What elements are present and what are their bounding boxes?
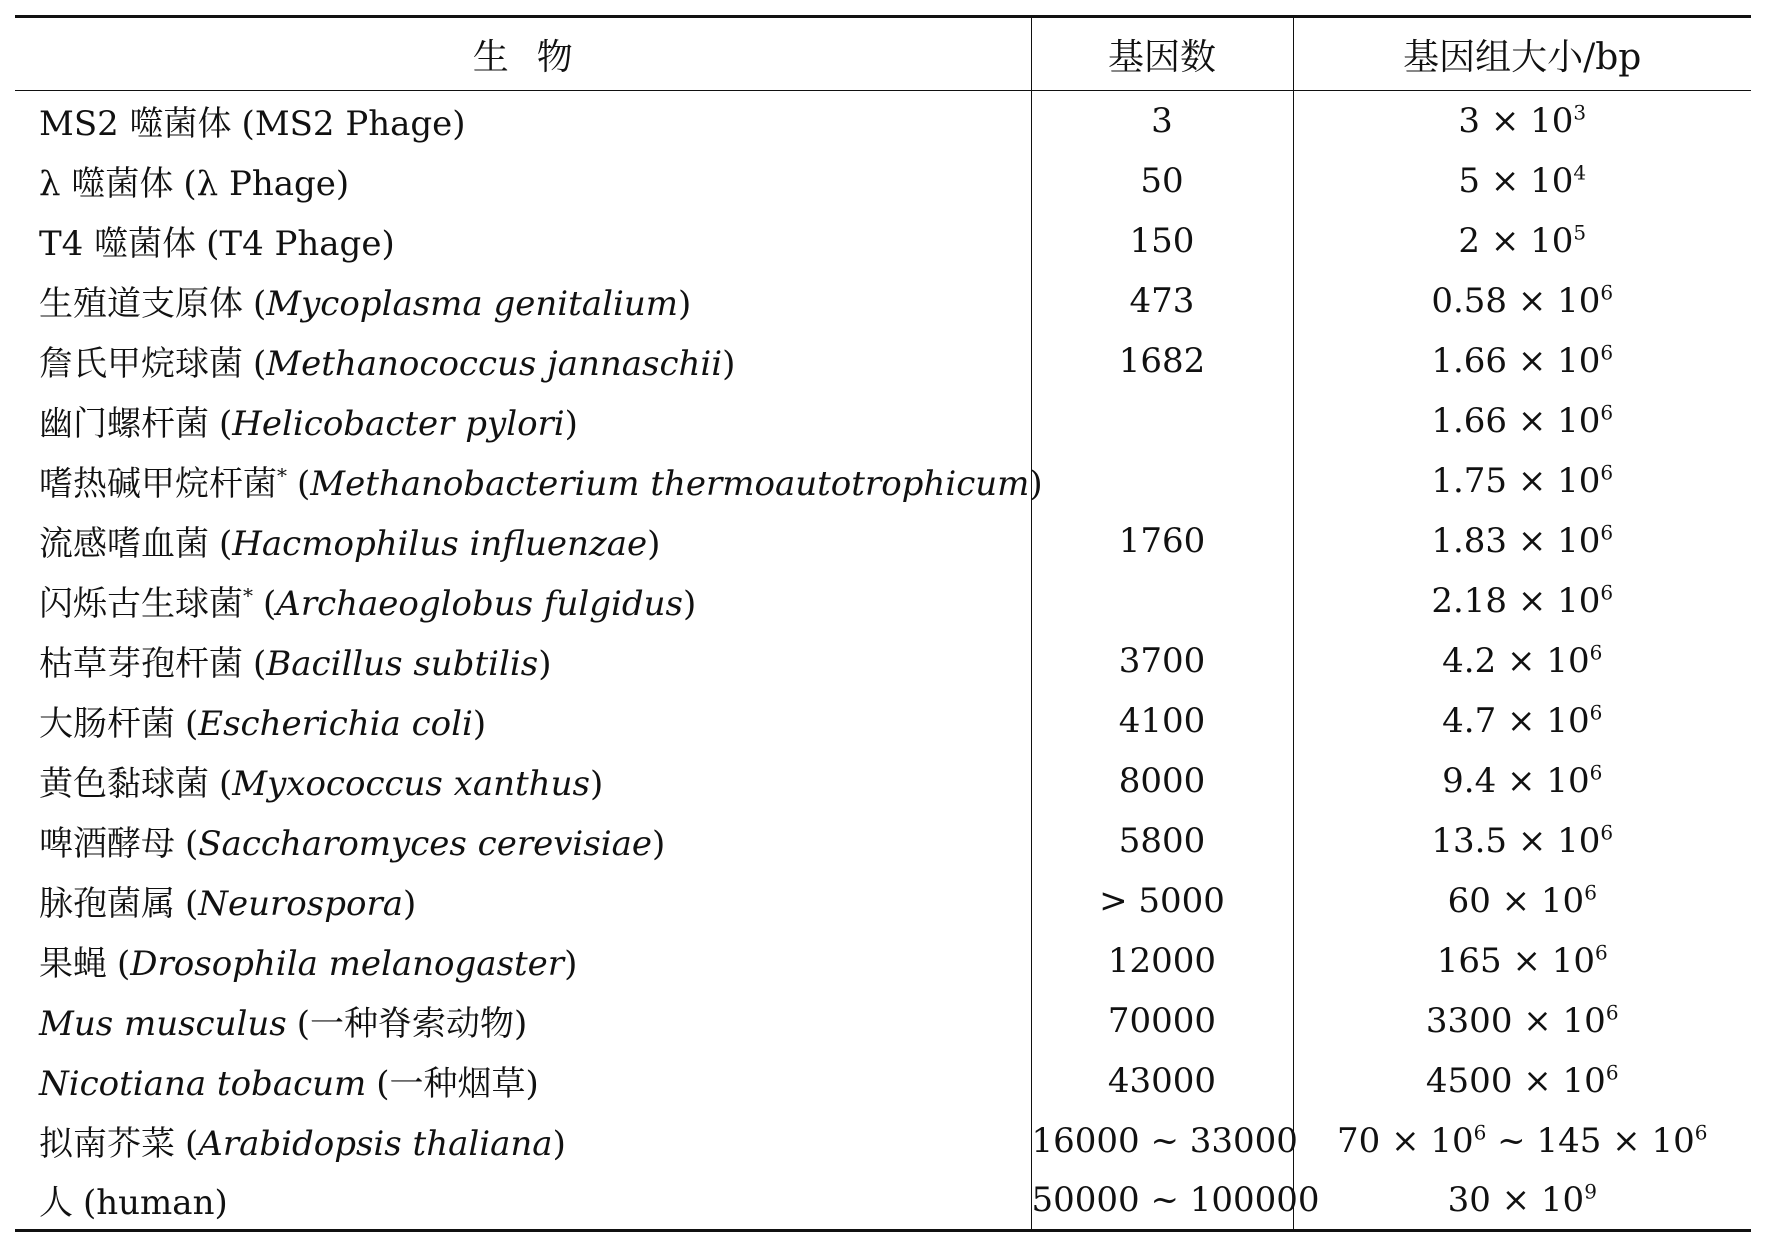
genome-size-mantissa: 9.4 × 10 — [1442, 760, 1590, 801]
organism-name: 脉孢菌属 — [39, 884, 175, 924]
organism-cell — [15, 331, 1031, 391]
scientific-name: Neurospora — [198, 884, 403, 924]
organism-alt-name: (Myxococcus xanthus) — [219, 764, 604, 804]
gene-count-cell: 1760 — [1031, 511, 1293, 571]
organism-cell — [15, 91, 1031, 151]
organism-name: 枯草芽孢杆菌 — [39, 644, 243, 684]
organism-cell — [15, 931, 1031, 991]
genome-size-cell — [1293, 811, 1751, 871]
genome-size-exponent: 5 — [1573, 220, 1587, 245]
table-row — [15, 1051, 1751, 1111]
genome-size-cell — [1293, 751, 1751, 811]
genome-size-exponent-upper: 6 — [1694, 1120, 1708, 1145]
table-row — [15, 271, 1751, 331]
scientific-name: Arabidopsis thaliana — [198, 1124, 553, 1164]
scientific-name: Escherichia coli — [198, 704, 473, 744]
organism-alt-name: (Hacmophilus influenzae) — [219, 524, 661, 564]
genome-size-exponent: 6 — [1600, 820, 1614, 845]
organism-name: MS2 噬菌体 — [39, 104, 232, 145]
organism-name: 大肠杆菌 — [39, 704, 175, 744]
genome-size-cell — [1293, 1051, 1751, 1111]
organism-name: 嗜热碱甲烷杆菌 — [39, 464, 277, 504]
scientific-name: Saccharomyces cerevisiae — [198, 824, 653, 864]
organism-cell — [15, 691, 1031, 751]
table-row — [15, 691, 1751, 751]
scientific-name: Methanobacterium thermoautotrophicum — [310, 464, 1030, 504]
genome-size-exponent: 6 — [1584, 880, 1597, 905]
organism-cell — [15, 991, 1031, 1051]
organism-name: 人 — [39, 1183, 73, 1224]
genome-size-mantissa: 1.75 × 10 — [1431, 460, 1601, 501]
gene-count-cell: > 5000 — [1031, 871, 1293, 931]
organism-cell — [15, 391, 1031, 451]
organism-alt-name: (Drosophila melanogaster) — [117, 944, 578, 984]
genome-size-cell — [1293, 271, 1751, 331]
genome-size-exponent: 6 — [1605, 1060, 1619, 1085]
gene-count-cell — [1031, 451, 1293, 511]
organism-name: Mus musculus — [39, 1004, 287, 1044]
organism-alt-name: (一种脊索动物) — [296, 1004, 528, 1044]
genome-size-exponent: 6 — [1600, 460, 1614, 485]
genome-size-mantissa: 165 × 10 — [1436, 940, 1596, 981]
genome-size-exponent: 6 — [1600, 400, 1614, 425]
organism-alt-name: (Arabidopsis thaliana) — [185, 1124, 566, 1164]
header-gene-count: 基因数 — [1031, 17, 1293, 91]
genome-size-mantissa: 1.66 × 10 — [1431, 340, 1601, 381]
organism-alt-name: (Helicobacter pylori) — [219, 404, 578, 444]
gene-count-cell: 8000 — [1031, 751, 1293, 811]
genome-size-mantissa: 60 × 10 — [1447, 880, 1585, 921]
header-organism: 生物 — [15, 17, 1031, 91]
organism-cell — [15, 871, 1031, 931]
genome-size-cell — [1293, 1171, 1751, 1231]
table-row — [15, 391, 1751, 451]
table-row — [15, 451, 1751, 511]
scientific-name: Drosophila melanogaster — [130, 944, 565, 984]
genome-size-exponent: 6 — [1589, 700, 1603, 725]
genome-size-mantissa: 2 × 10 — [1458, 220, 1574, 261]
genome-size-cell — [1293, 211, 1751, 271]
genome-size-mantissa: 4500 × 10 — [1425, 1060, 1606, 1101]
organism-alt-name: (Methanococcus jannaschii) — [253, 344, 736, 384]
organism-name: 啤酒酵母 — [39, 824, 175, 864]
scientific-name: Mycoplasma genitalium — [266, 284, 678, 324]
genome-size-table — [15, 15, 1751, 1232]
gene-count-cell: 4100 — [1031, 691, 1293, 751]
organism-alt-name: (Saccharomyces cerevisiae) — [185, 824, 666, 864]
organism-alt-name: (Archaeoglobus fulgidus) — [263, 584, 697, 624]
gene-count-cell: 70000 — [1031, 991, 1293, 1051]
genome-size-exponent: 6 — [1600, 520, 1614, 545]
genome-size-cell — [1293, 1111, 1751, 1171]
organism-alt-name: (Bacillus subtilis) — [253, 644, 552, 684]
gene-count-cell: 5800 — [1031, 811, 1293, 871]
organism-cell — [15, 751, 1031, 811]
organism-cell — [15, 1171, 1031, 1231]
organism-alt-name: (human) — [83, 1183, 228, 1224]
organism-alt-name: (Escherichia coli) — [185, 704, 487, 744]
genome-size-mantissa: 3300 × 10 — [1425, 1000, 1606, 1041]
genome-size-exponent: 6 — [1589, 760, 1603, 785]
gene-count-cell: 43000 — [1031, 1051, 1293, 1111]
organism-cell — [15, 1111, 1031, 1171]
scientific-name: 一种烟草 — [389, 1064, 526, 1104]
genome-size-cell — [1293, 511, 1751, 571]
scientific-name: MS2 Phage — [254, 104, 453, 145]
header-genome-size: 基因组大小/bp — [1293, 17, 1751, 91]
genome-size-cell — [1293, 331, 1751, 391]
genome-size-cell — [1293, 931, 1751, 991]
organism-name: 幽门螺杆菌 — [39, 404, 209, 444]
genome-size-exponent: 6 — [1589, 640, 1603, 665]
genome-size-mantissa: 4.7 × 10 — [1442, 700, 1590, 741]
organism-alt-name: (MS2 Phage) — [241, 104, 466, 145]
gene-count-cell: 12000 — [1031, 931, 1293, 991]
gene-count-cell: 473 — [1031, 271, 1293, 331]
organism-name: 詹氏甲烷球菌 — [39, 344, 243, 384]
table-row — [15, 211, 1751, 271]
organism-name: 闪烁古生球菌 — [39, 584, 243, 624]
scientific-name: T4 Phage — [219, 224, 382, 264]
organism-cell — [15, 811, 1031, 871]
table-row — [15, 751, 1751, 811]
genome-size-mantissa: 2.18 × 10 — [1431, 580, 1601, 621]
genome-size-exponent: 3 — [1573, 100, 1587, 125]
organism-alt-name: (T4 Phage) — [206, 224, 395, 264]
genome-size-exponent: 9 — [1584, 1179, 1597, 1204]
organism-name: λ 噬菌体 — [39, 164, 174, 204]
organism-name: Nicotiana tobacum — [39, 1064, 367, 1104]
genome-size-cell — [1293, 631, 1751, 691]
organism-cell — [15, 151, 1031, 211]
organism-cell — [15, 211, 1031, 271]
genome-size-exponent: 6 — [1473, 1120, 1487, 1145]
table-row — [15, 1111, 1751, 1171]
table-row — [15, 931, 1751, 991]
scientific-name: Myxococcus xanthus — [232, 764, 590, 804]
genome-size-mantissa-upper: ~ 145 × 10 — [1486, 1120, 1695, 1161]
gene-count-cell: 3 — [1031, 91, 1293, 151]
organism-alt-name: (Methanobacterium thermoautotrophicum) — [297, 464, 1043, 504]
scientific-name: Archaeoglobus fulgidus — [276, 584, 684, 624]
table-row — [15, 1171, 1751, 1231]
genome-table-container — [15, 15, 1751, 1232]
organism-name: T4 噬菌体 — [39, 224, 197, 264]
header-row — [15, 17, 1751, 91]
genome-size-mantissa: 1.66 × 10 — [1431, 400, 1601, 441]
scientific-name: Helicobacter pylori — [232, 404, 565, 444]
table-row — [15, 811, 1751, 871]
genome-size-mantissa: 3 × 10 — [1458, 100, 1574, 141]
genome-size-mantissa: 13.5 × 10 — [1431, 820, 1601, 861]
gene-count-cell: 1682 — [1031, 331, 1293, 391]
organism-alt-name: (Neurospora) — [185, 884, 417, 924]
organism-cell — [15, 1051, 1031, 1111]
scientific-name: Methanococcus jannaschii — [266, 344, 723, 384]
gene-count-cell: 16000 ~ 33000 — [1031, 1111, 1293, 1171]
scientific-name: Hacmophilus influenzae — [232, 524, 648, 564]
organism-name: 流感嗜血菌 — [39, 524, 209, 564]
genome-size-exponent: 6 — [1600, 280, 1614, 305]
genome-size-cell — [1293, 691, 1751, 751]
gene-count-cell — [1031, 391, 1293, 451]
table-row — [15, 571, 1751, 631]
genome-size-cell — [1293, 391, 1751, 451]
table-row — [15, 871, 1751, 931]
genome-size-mantissa: 70 × 10 — [1337, 1120, 1474, 1161]
genome-size-cell — [1293, 451, 1751, 511]
scientific-name: 一种脊索动物 — [309, 1004, 514, 1044]
organism-name: 拟南芥菜 — [39, 1124, 175, 1164]
gene-count-cell: 3700 — [1031, 631, 1293, 691]
organism-name: 生殖道支原体 — [39, 284, 243, 324]
scientific-name: human — [96, 1183, 215, 1224]
genome-size-mantissa: 4.2 × 10 — [1442, 640, 1590, 681]
genome-size-cell — [1293, 991, 1751, 1051]
footnote-mark: * — [277, 463, 287, 488]
gene-count-cell: 150 — [1031, 211, 1293, 271]
organism-alt-name: (Mycoplasma genitalium) — [253, 284, 692, 324]
genome-size-mantissa: 1.83 × 10 — [1431, 520, 1601, 561]
table-row — [15, 151, 1751, 211]
scientific-name: Bacillus subtilis — [266, 644, 539, 684]
organism-cell — [15, 511, 1031, 571]
genome-size-exponent: 4 — [1573, 160, 1587, 185]
genome-size-exponent: 6 — [1600, 340, 1614, 365]
genome-size-exponent: 6 — [1605, 1000, 1619, 1025]
organism-name: 黄色黏球菌 — [39, 764, 209, 804]
genome-size-exponent: 6 — [1595, 940, 1608, 965]
organism-cell — [15, 631, 1031, 691]
organism-cell — [15, 571, 1031, 631]
organism-alt-name: (λ Phage) — [183, 164, 350, 204]
genome-size-mantissa: 0.58 × 10 — [1431, 280, 1601, 321]
scientific-name: λ Phage — [196, 164, 336, 204]
footnote-mark: * — [243, 583, 253, 608]
genome-size-cell — [1293, 871, 1751, 931]
table-row — [15, 91, 1751, 151]
gene-count-cell — [1031, 571, 1293, 631]
gene-count-cell: 50000 ~ 100000 — [1031, 1171, 1293, 1231]
genome-size-mantissa: 30 × 10 — [1447, 1179, 1585, 1220]
table-row — [15, 511, 1751, 571]
genome-size-exponent: 6 — [1600, 580, 1614, 605]
genome-size-mantissa: 5 × 10 — [1458, 160, 1574, 201]
table-row — [15, 331, 1751, 391]
table-row — [15, 631, 1751, 691]
organism-cell — [15, 271, 1031, 331]
organism-name: 果蝇 — [39, 944, 107, 984]
genome-size-cell — [1293, 571, 1751, 631]
gene-count-cell: 50 — [1031, 151, 1293, 211]
organism-cell — [15, 451, 1043, 511]
organism-alt-name: (一种烟草) — [376, 1064, 539, 1104]
table-row — [15, 991, 1751, 1051]
genome-size-cell — [1293, 91, 1751, 151]
genome-size-cell — [1293, 151, 1751, 211]
